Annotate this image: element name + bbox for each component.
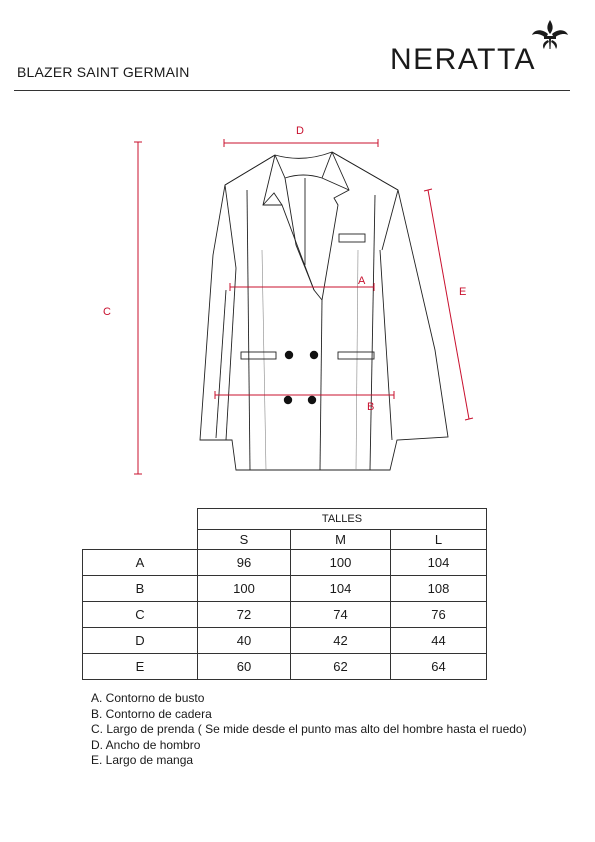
- table-cell: 74: [291, 602, 391, 628]
- table-cell: 108: [391, 576, 487, 602]
- size-header-l: L: [391, 530, 487, 550]
- measure-c-label: C: [103, 306, 111, 318]
- table-cell: 40: [198, 628, 291, 654]
- table-cell: 100: [198, 576, 291, 602]
- table-cell: 62: [291, 654, 391, 680]
- legend-item: A. Contorno de busto: [91, 691, 205, 705]
- measure-e-label: E: [459, 286, 467, 298]
- row-label: C: [83, 602, 198, 628]
- measure-d-label: D: [296, 125, 304, 137]
- row-label: D: [83, 628, 198, 654]
- measure-c: [134, 142, 142, 474]
- table-cell: 104: [391, 550, 487, 576]
- measure-b-label: B: [367, 401, 375, 413]
- brand-wordmark: NERATTA: [390, 43, 537, 76]
- table-row: [83, 628, 487, 654]
- size-header-m: M: [291, 530, 391, 550]
- buttons: [284, 351, 318, 404]
- table-cell: 44: [391, 628, 487, 654]
- measure-d: [224, 139, 378, 147]
- measure-e: [424, 189, 473, 420]
- table-cell: 104: [291, 576, 391, 602]
- table-row: [83, 576, 487, 602]
- table-cell: 72: [198, 602, 291, 628]
- row-label: A: [83, 550, 198, 576]
- blazer-outline: [200, 152, 448, 470]
- table-cell: 60: [198, 654, 291, 680]
- measure-a-label: A: [358, 275, 366, 287]
- size-header-s: S: [198, 530, 291, 550]
- table-cell: 42: [291, 628, 391, 654]
- measure-a: [230, 283, 374, 291]
- table-cell: 100: [291, 550, 391, 576]
- table-row: [83, 550, 487, 576]
- table-row: [83, 654, 487, 680]
- product-title: BLAZER SAINT GERMAIN: [17, 64, 190, 80]
- table-cell: 64: [391, 654, 487, 680]
- table-cell: 96: [198, 550, 291, 576]
- legend-item: D. Ancho de hombro: [91, 737, 201, 752]
- measure-b: [215, 391, 394, 399]
- row-label: E: [83, 654, 198, 680]
- legend-item: C. Largo de prenda ( Se mide desde el punto mas alto del hombre hasta el ruedo): [91, 722, 527, 736]
- sizes-group-header: TALLES: [198, 509, 487, 530]
- table-cell: 76: [391, 602, 487, 628]
- table-row: [83, 602, 487, 628]
- measurement-legend: [91, 691, 527, 769]
- legend-item: B. Contorno de cadera: [91, 706, 212, 721]
- legend-item: E. Largo de manga: [91, 753, 194, 767]
- row-label: B: [83, 576, 198, 602]
- size-chart-table: [82, 508, 487, 680]
